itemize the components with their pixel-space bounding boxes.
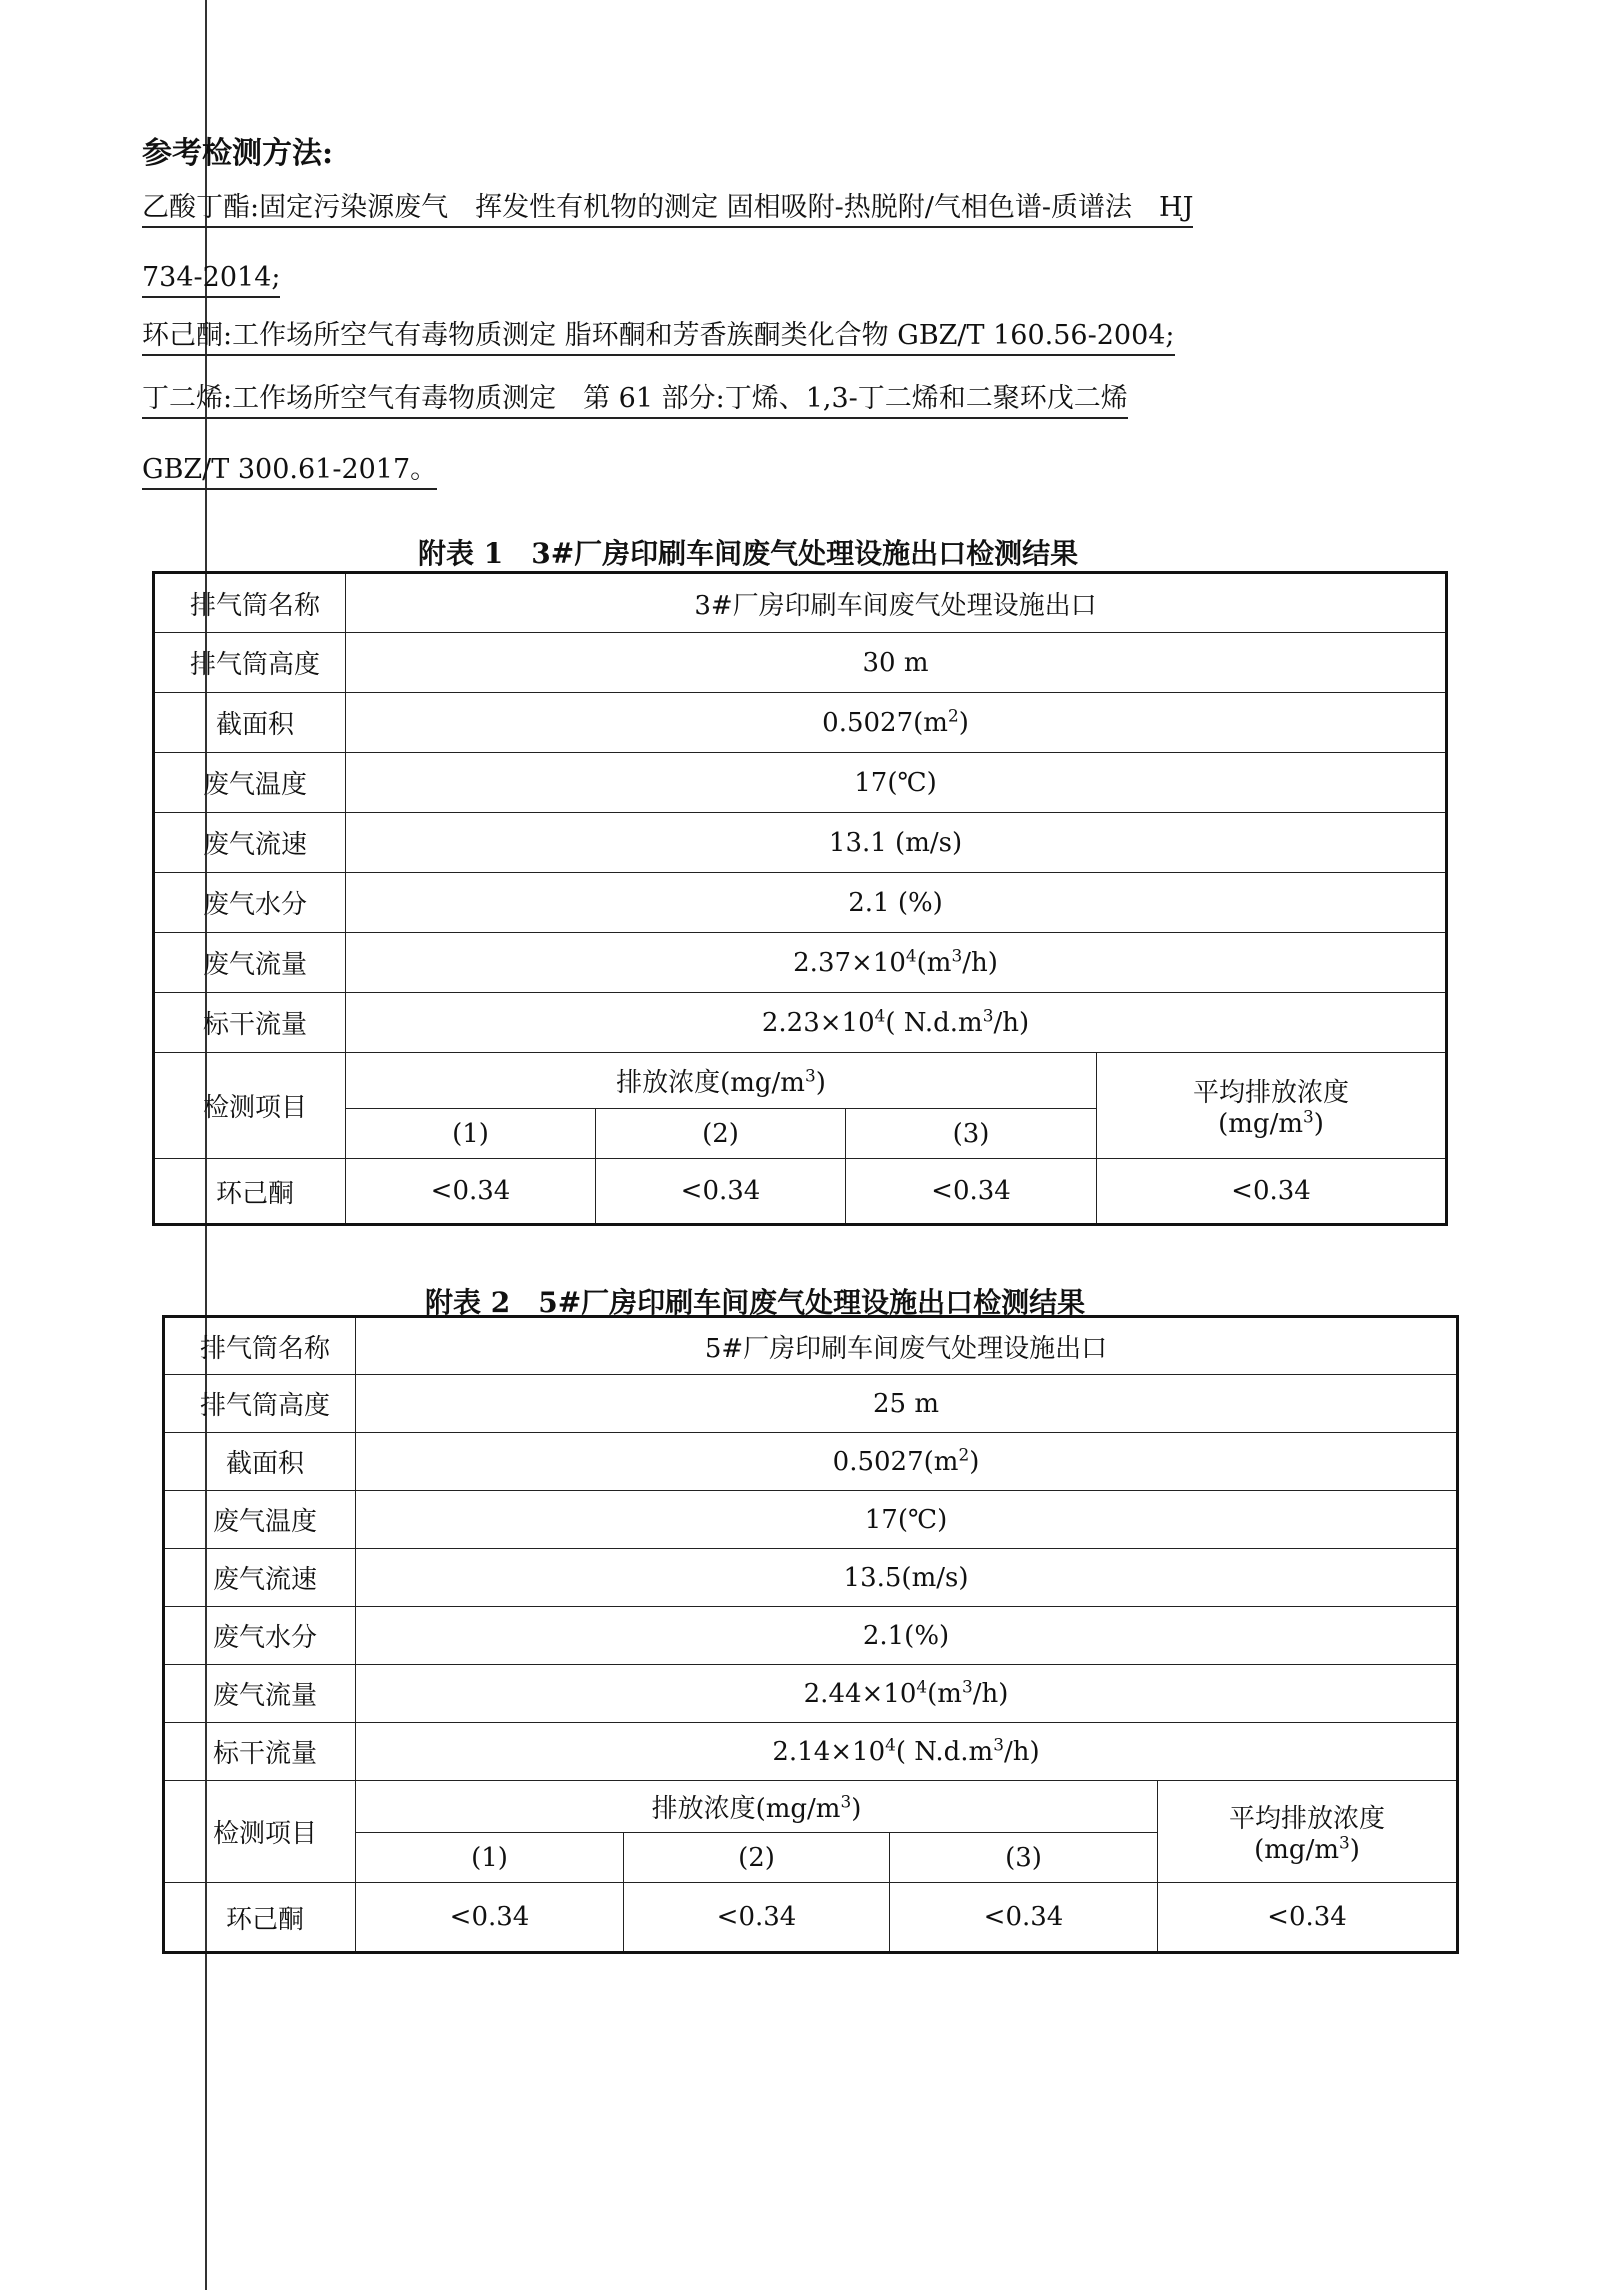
row-value: 13.1 (m/s) — [346, 813, 1447, 873]
table2-row — [164, 1549, 1458, 1607]
table1-result-row — [154, 1159, 1447, 1225]
row-value: 2.1(%) — [356, 1607, 1458, 1665]
row-label: 标干流量 — [164, 1723, 356, 1781]
table2-row — [164, 1433, 1458, 1491]
result-label: 环己酮 — [154, 1159, 346, 1225]
result-avg: <0.34 — [1097, 1159, 1447, 1225]
row-label: 废气流量 — [154, 933, 346, 993]
sample-label: (2) — [596, 1109, 846, 1159]
item-label: 检测项目 — [154, 1053, 346, 1159]
result-value: <0.34 — [890, 1883, 1158, 1953]
row-label: 标干流量 — [154, 993, 346, 1053]
table2-header-row — [164, 1781, 1458, 1833]
row-value: 2.1 (%) — [346, 873, 1447, 933]
table2-result-row — [164, 1883, 1458, 1953]
row-label: 排气筒高度 — [154, 633, 346, 693]
avg-header: 平均排放浓度 $(mg/m^3)$ — [1158, 1781, 1458, 1883]
table2-row — [164, 1317, 1458, 1375]
table1-row — [154, 633, 1447, 693]
methods-heading: 参考检测方法: — [142, 136, 334, 171]
row-value: 17(℃) — [346, 753, 1447, 813]
table2-row — [164, 1491, 1458, 1549]
row-label: 排气筒高度 — [164, 1375, 356, 1433]
result-avg: <0.34 — [1158, 1883, 1458, 1953]
method-butadiene: 丁二烯:工作场所空气有毒物质测定 第 61 部分:丁烯、1,3-丁二烯和二聚环戊二烯 — [142, 379, 1128, 419]
table2-caption: 附表 2 5#厂房印刷车间废气处理设施出口检测结果 — [425, 1286, 1086, 1319]
row-label: 排气筒名称 — [154, 573, 346, 633]
row-label: 截面积 — [164, 1433, 356, 1491]
table1-row — [154, 993, 1447, 1053]
row-label: 截面积 — [154, 693, 346, 753]
table1 — [152, 571, 1448, 1226]
row-value: $2.44\times 10^4(m^3/h)$ — [356, 1665, 1458, 1723]
table2-row — [164, 1665, 1458, 1723]
row-value: 3#厂房印刷车间废气处理设施出口 — [346, 573, 1447, 633]
table1-row — [154, 693, 1447, 753]
row-value: $0.5027(m^2)$ — [356, 1433, 1458, 1491]
row-label: 废气水分 — [154, 873, 346, 933]
table2-row — [164, 1375, 1458, 1433]
result-value: <0.34 — [346, 1159, 596, 1225]
avg-header: 平均排放浓度 $(mg/m^3)$ — [1097, 1053, 1447, 1159]
row-value: 5#厂房印刷车间废气处理设施出口 — [356, 1317, 1458, 1375]
table1-row — [154, 933, 1447, 993]
result-value: <0.34 — [624, 1883, 890, 1953]
table2-row — [164, 1723, 1458, 1781]
row-label: 废气流速 — [164, 1549, 356, 1607]
sample-label: (3) — [890, 1833, 1158, 1883]
row-label: 排气筒名称 — [164, 1317, 356, 1375]
row-value: $0.5027(m^2)$ — [346, 693, 1447, 753]
row-label: 废气水分 — [164, 1607, 356, 1665]
sample-label: (2) — [624, 1833, 890, 1883]
conc-header: 排放浓度$(mg/m^3)$ — [346, 1053, 1097, 1109]
table1-caption: 附表 1 3#厂房印刷车间废气处理设施出口检测结果 — [418, 537, 1079, 570]
row-value: $2.14\times 10^4$( $N.d.m^3/h$) — [356, 1723, 1458, 1781]
result-label: 环己酮 — [164, 1883, 356, 1953]
row-label: 废气流量 — [164, 1665, 356, 1723]
row-label: 废气温度 — [154, 753, 346, 813]
sample-label: (3) — [846, 1109, 1097, 1159]
method-butyl-acetate: 乙酸丁酯:固定污染源废气 挥发性有机物的测定 固相吸附-热脱附/气相色谱-质谱法 HJ — [142, 188, 1193, 228]
item-label: 检测项目 — [164, 1781, 356, 1883]
method-butadiene-cont: GBZ/T 300.61-2017。 — [142, 450, 437, 490]
result-value: <0.34 — [846, 1159, 1097, 1225]
table1-row — [154, 753, 1447, 813]
table1-row — [154, 573, 1447, 633]
row-label: 废气流速 — [154, 813, 346, 873]
table1-header-row — [154, 1053, 1447, 1109]
row-value: $2.23\times 10^4$( $N.d.m^3/h$) — [346, 993, 1447, 1053]
sample-label: (1) — [356, 1833, 624, 1883]
row-value: 30 m — [346, 633, 1447, 693]
row-value: 13.5(m/s) — [356, 1549, 1458, 1607]
row-value: 25 m — [356, 1375, 1458, 1433]
row-label: 废气温度 — [164, 1491, 356, 1549]
table2 — [162, 1315, 1459, 1954]
result-value: <0.34 — [356, 1883, 624, 1953]
method-cyclohexanone: 环己酮:工作场所空气有毒物质测定 脂环酮和芳香族酮类化合物 GBZ/T 160.56-2004; — [142, 316, 1175, 356]
sample-label: (1) — [346, 1109, 596, 1159]
row-value: $2.37\times 10^4(m^3/h)$ — [346, 933, 1447, 993]
table2-row — [164, 1607, 1458, 1665]
conc-header: 排放浓度$(mg/m^3)$ — [356, 1781, 1158, 1833]
method-butyl-acetate-cont: 734-2014; — [142, 258, 280, 298]
row-value: 17(℃) — [356, 1491, 1458, 1549]
table1-row — [154, 813, 1447, 873]
table1-row — [154, 873, 1447, 933]
result-value: <0.34 — [596, 1159, 846, 1225]
